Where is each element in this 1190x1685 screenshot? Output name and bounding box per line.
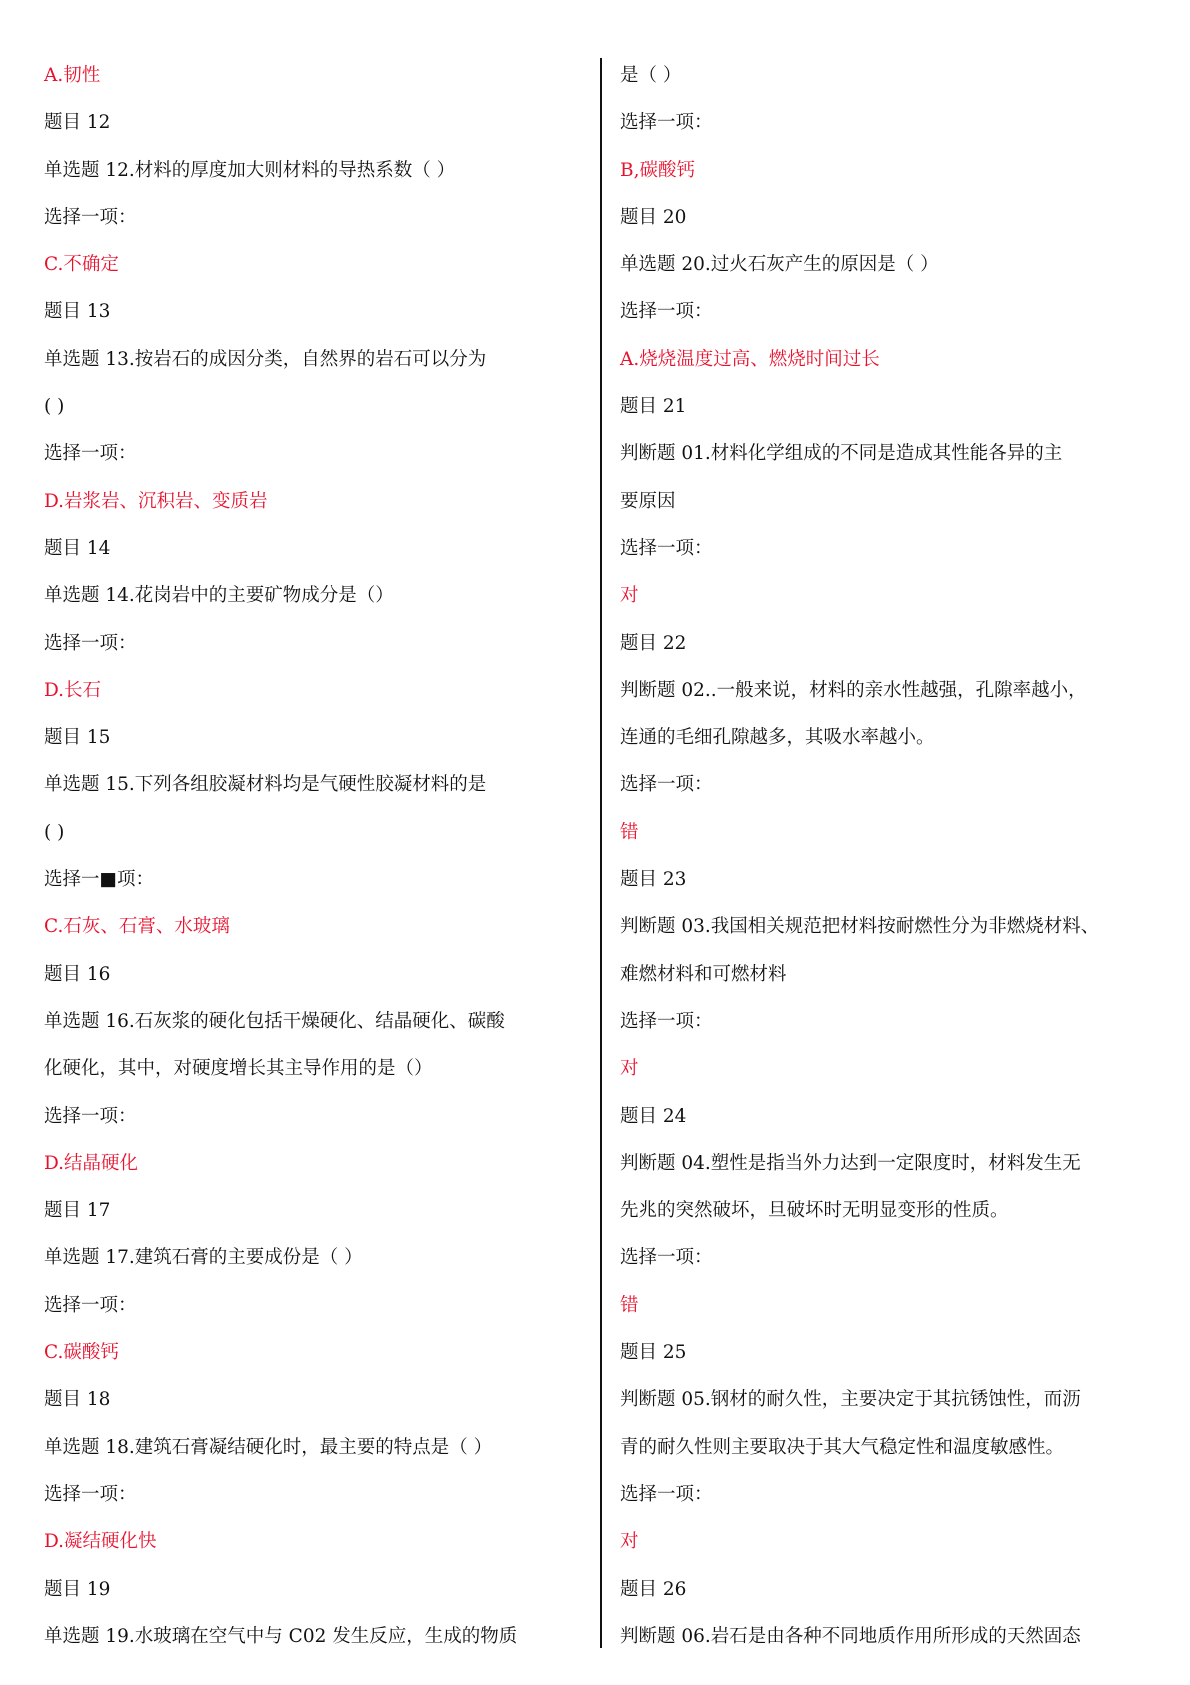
answer-line: B,碳酸钙: [620, 159, 695, 181]
text-line: 题目 14: [44, 537, 111, 559]
text-line: 判断题 03.我国相关规范把材料按耐燃性分为非燃烧材料、: [620, 916, 1100, 938]
answer-line: D.岩浆岩、沉积岩、变质岩: [44, 490, 268, 512]
text-line: 单选题 15.下列各组胶凝材料均是气硬性胶凝材料的是: [44, 774, 487, 796]
text-line: 题目 24: [620, 1105, 687, 1127]
text-line: 要原因: [620, 490, 676, 512]
text-line: 单选题 12.材料的厚度加大则材料的导热系数（ ）: [44, 159, 456, 181]
text-line: 选择一项：: [620, 301, 713, 323]
text-line: 题目 20: [620, 206, 687, 228]
text-line: 判断题 06.岩石是由各种不同地质作用所形成的天然固态: [620, 1625, 1081, 1647]
answer-line: 对: [620, 585, 639, 607]
text-line: 题目 13: [44, 301, 111, 323]
text-line: 青的耐久性则主要取决于其大气稳定性和温度敏感性。: [620, 1436, 1065, 1458]
text-line: 题目 22: [620, 632, 687, 654]
text-line: 选择一项：: [620, 537, 713, 559]
text-line: 选择一项：: [44, 1294, 137, 1316]
text-line: ( ): [44, 396, 65, 418]
text-line: 单选题 19.水玻璃在空气中与 C02 发生反应，生成的物质: [44, 1625, 518, 1647]
text-line: 判断题 04.塑性是指当外力达到一定限度时，材料发生无: [620, 1152, 1081, 1174]
text-line: 难燃材料和可燃材料: [620, 963, 787, 985]
text-line: 选择一项：: [44, 632, 137, 654]
text-line: 题目 15: [44, 727, 111, 749]
answer-line: D.长石: [44, 679, 102, 701]
right-column: [620, 52, 1140, 1660]
answer-line: 错: [620, 1294, 639, 1316]
text-line: 单选题 13.按岩石的成因分类，自然界的岩石可以分为: [44, 348, 487, 370]
text-line: 题目 23: [620, 869, 687, 891]
answer-line: D.结晶硬化: [44, 1152, 139, 1174]
answer-line: A.韧性: [44, 65, 101, 86]
text-line: 选择一项：: [44, 1483, 137, 1505]
text-line: 选择一项：: [44, 206, 137, 228]
text-line: 单选题 17.建筑石膏的主要成份是（ ）: [44, 1247, 363, 1269]
text-line: 题目 25: [620, 1342, 687, 1364]
answer-line: 对: [620, 1058, 639, 1080]
text-line: 题目 18: [44, 1389, 111, 1411]
text-line: ( ): [44, 821, 65, 843]
text-line: 选择一项：: [620, 774, 713, 796]
text-line: 选择一项：: [620, 112, 713, 134]
text-line: 是（ ）: [620, 65, 682, 86]
answer-line: C.不确定: [44, 254, 119, 276]
text-line: 选择一项：: [620, 1010, 713, 1032]
text-line: 先兆的突然破坏，旦破坏时无明显变形的性质。: [620, 1200, 1009, 1222]
text-line: 判断题 05.钢材的耐久性，主要决定于其抗锈蚀性，而沥: [620, 1389, 1081, 1411]
text-line: 题目 19: [44, 1578, 111, 1600]
text-line: 题目 26: [620, 1578, 687, 1600]
answer-line: 错: [620, 821, 639, 843]
text-line: 单选题 14.花岗岩中的主要矿物成分是（）: [44, 585, 394, 607]
answer-line: C.石灰、石膏、水玻璃: [44, 916, 230, 938]
answer-line: C.碳酸钙: [44, 1342, 119, 1364]
text-line: 连通的毛细孔隙越多，其吸水率越小。: [620, 727, 935, 749]
text-line: 选择一项：: [44, 443, 137, 465]
answer-line: 对: [620, 1531, 639, 1553]
text-line: 判断题 02..一般来说，材料的亲水性越强，孔隙率越小，: [620, 679, 1087, 701]
text-line: 单选题 16.石灰浆的硬化包括干燥硬化、结晶硬化、碳酸: [44, 1010, 505, 1032]
text-line: 选择一项：: [44, 1105, 137, 1127]
text-line: 选择一项：: [620, 1483, 713, 1505]
left-column: [44, 52, 584, 1660]
text-line: 题目 21: [620, 396, 687, 418]
text-line: 判断题 01.材料化学组成的不同是造成其性能各异的主: [620, 443, 1063, 465]
answer-line: A.烧烧温度过高、燃烧时间过长: [620, 348, 880, 370]
text-line: 题目 16: [44, 963, 111, 985]
column-divider: [600, 58, 602, 1648]
text-line: 选择一■项：: [44, 869, 154, 891]
text-line: 化硬化，其中，对硬度增长其主导作用的是（）: [44, 1058, 433, 1080]
text-line: 选择一项：: [620, 1247, 713, 1269]
text-line: 单选题 20.过火石灰产生的原因是（ ）: [620, 254, 939, 276]
text-line: 单选题 18.建筑石膏凝结硬化时，最主要的特点是（ ）: [44, 1436, 493, 1458]
text-line: 题目 17: [44, 1200, 111, 1222]
answer-line: D.凝结硬化快: [44, 1531, 157, 1553]
text-line: 题目 12: [44, 112, 111, 134]
